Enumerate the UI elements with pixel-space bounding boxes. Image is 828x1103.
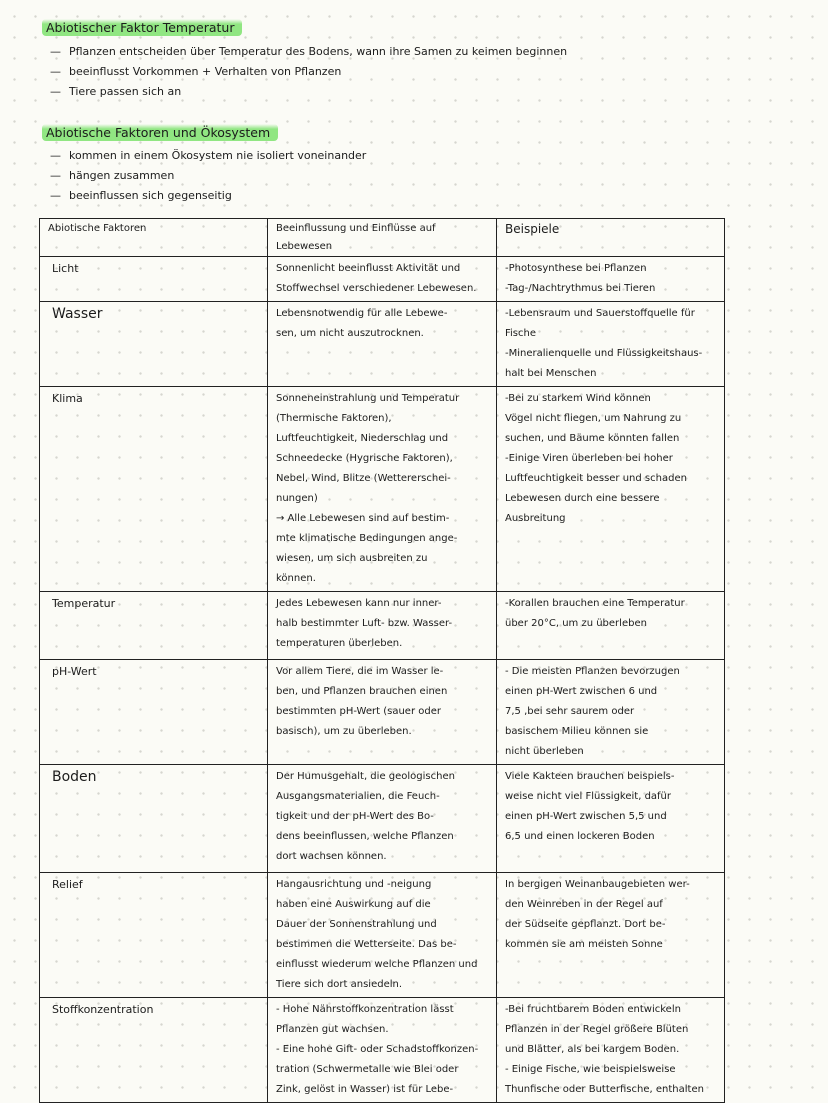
table-header-row <box>40 219 725 257</box>
abiotic-factors-table <box>39 218 725 1103</box>
list-item: — Pflanzen entscheiden über Temperatur des Bodens, wann ihre Samen zu keimen beginnen <box>50 42 567 62</box>
list-item: — kommen in einem Ökosystem nie isoliert voneinander <box>50 146 366 166</box>
examples-cell: - Die meisten Pflanzen bevorzugen einen pH-Wert zwischen 6 und 7,5 ,bei sehr saurem oder basischem Milieu können sie nicht überleben <box>497 660 725 765</box>
list-item: — beeinflussen sich gegenseitig <box>50 186 366 206</box>
influence-cell: Hangausrichtung und -neigung haben eine Auswirkung auf die Dauer der Sonnenstrahlung und bestimmen die Wetterseite. Das be- einflusst wiederum welche Pflanzen und Tiere sich dort ansiedeln. <box>268 873 497 998</box>
influence-cell: Vor allem Tiere, die im Wasser le- ben, und Pflanzen brauchen einen bestimmten pH-Wert (sauer oder basisch), um zu überleben. <box>268 660 497 765</box>
table-row <box>40 592 725 660</box>
examples-cell: -Korallen brauchen eine Temperatur über 20°C, um zu überleben <box>497 592 725 660</box>
factor-name: Temperatur <box>40 592 268 660</box>
factor-name: Licht <box>40 257 268 302</box>
column-header-influence: Beeinflussung und Einflüsse auf Lebewesen <box>268 219 497 257</box>
section2-heading: Abiotische Faktoren und Ökosystem <box>42 124 278 141</box>
list-item: — hängen zusammen <box>50 166 366 186</box>
table-row <box>40 998 725 1103</box>
table-row <box>40 765 725 873</box>
examples-cell: In bergigen Weinanbaugebieten wer- den Weinreben in der Regel auf der Südseite gepflanzt. Dort be- kommen sie am meisten Sonne <box>497 873 725 998</box>
table-row <box>40 873 725 998</box>
section1-bullet-list <box>50 42 567 102</box>
factor-name: Boden <box>40 765 268 873</box>
factor-name: Klima <box>40 387 268 592</box>
column-header-examples: Beispiele <box>497 219 725 257</box>
influence-cell: Sonnenlicht beeinflusst Aktivität und Stoffwechsel verschiedener Lebewesen. <box>268 257 497 302</box>
column-header-factors: Abiotische Faktoren <box>40 219 268 257</box>
examples-cell: -Bei zu starkem Wind können Vögel nicht fliegen, um Nahrung zu suchen, und Bäume könnten fallen -Einige Viren überleben bei hoher Luftfeuchtigkeit besser und schaden Lebewesen durch eine bessere Ausbreitung <box>497 387 725 592</box>
list-item: — beeinflusst Vorkommen + Verhalten von Pflanzen <box>50 62 567 82</box>
factor-name: pH-Wert <box>40 660 268 765</box>
section2-bullet-list <box>50 146 366 206</box>
influence-cell: Der Humusgehalt, die geologischen Ausgangsmaterialien, die Feuch- tigkeit und der pH-Wert des Bo- dens beeinflussen, welche Pflanzen dort wachsen können. <box>268 765 497 873</box>
influence-cell: Jedes Lebewesen kann nur inner- halb bestimmter Luft- bzw. Wasser- temperaturen überleben. <box>268 592 497 660</box>
influence-cell: - Hohe Nährstoffkonzentration lässt Pflanzen gut wachsen. - Eine hohe Gift- oder Schadstoffkonzen- tration (Schwermetalle wie Blei oder Zink, gelöst in Wasser) ist für Lebe- <box>268 998 497 1103</box>
list-item: — Tiere passen sich an <box>50 82 567 102</box>
influence-cell: Lebensnotwendig für alle Lebewe- sen, um nicht auszutrocknen. <box>268 302 497 387</box>
table-row <box>40 257 725 302</box>
factor-name: Relief <box>40 873 268 998</box>
examples-cell: -Lebensraum und Sauerstoffquelle für Fische -Mineralienquelle und Flüssigkeitshaus- halt bei Menschen <box>497 302 725 387</box>
table-row <box>40 387 725 592</box>
table-row <box>40 302 725 387</box>
factor-name: Wasser <box>40 302 268 387</box>
influence-cell: Sonneneinstrahlung und Temperatur (Thermische Faktoren), Luftfeuchtigkeit, Niederschlag und Schneedecke (Hygrische Faktoren), Nebel, Wind, Blitze (Wettererschei- nungen) → Alle Lebewesen sind auf bestim- mte klimatische Bedingungen ange- wiesen, um sich ausbreiten zu können. <box>268 387 497 592</box>
section1-heading: Abiotischer Faktor Temperatur <box>42 19 242 36</box>
examples-cell: Viele Kakteen brauchen beispiels- weise nicht viel Flüssigkeit, dafür einen pH-Wert zwischen 5,5 und 6,5 und einen lockeren Boden <box>497 765 725 873</box>
examples-cell: -Bei fruchtbarem Boden entwickeln Pflanzen in der Regel größere Blüten und Blätter, als bei kargem Boden. - Einige Fische, wie beispielsweise Thunfische oder Butterfische, enthalten <box>497 998 725 1103</box>
table-row <box>40 660 725 765</box>
factor-name: Stoffkonzentration <box>40 998 268 1103</box>
examples-cell: -Photosynthese bei Pflanzen -Tag-/Nachtrythmus bei Tieren <box>497 257 725 302</box>
